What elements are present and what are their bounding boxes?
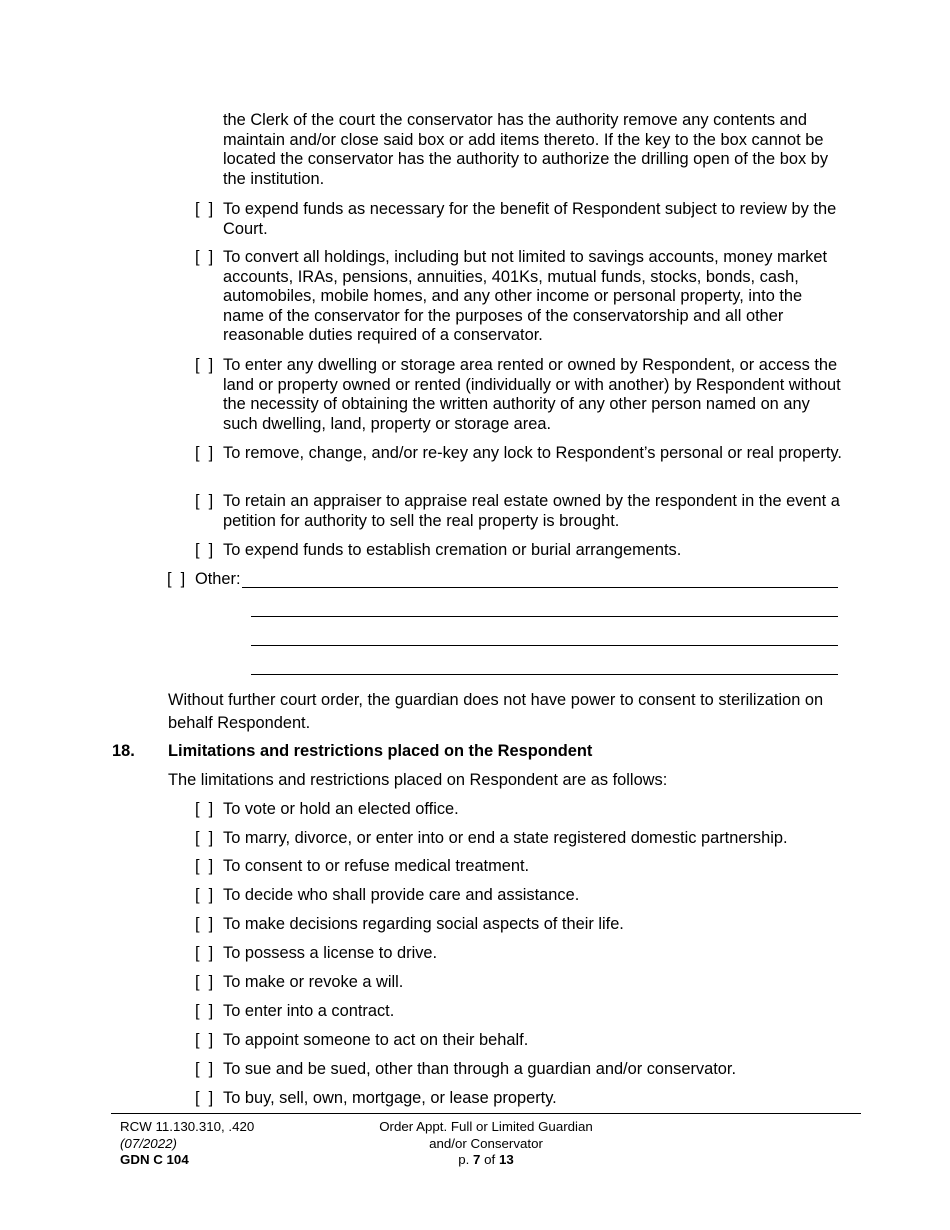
power-item-4: To remove, change, and/or re-key any lock to Respondent’s personal or real property. (223, 444, 842, 462)
footer-date: (07/2022) (120, 1135, 177, 1151)
footer-center (336, 1119, 636, 1169)
limit-item-2: To marry, divorce, or enter into or end a state registered domestic partnership. (223, 829, 788, 847)
limit-item-3: To consent to or refuse medical treatment. (223, 857, 530, 875)
limit-item-8: To enter into a contract. (223, 1002, 395, 1020)
power-item-3: To enter any dwelling or storage area rented or owned by Respondent, or access the land or property owned or rented (individually or with another) by Respondent without the necessity of obtaining the written authority of any other person named on any such dwelling, land, property or storage area. (223, 356, 841, 433)
power-item-1: To expend funds as necessary for the benefit of Respondent subject to review by the Court. (223, 200, 837, 238)
checkbox-power-3[interactable]: [ ] (195, 356, 214, 374)
checkbox-power-4[interactable]: [ ] (195, 444, 214, 462)
checkbox-limit-9[interactable]: [ ] (195, 1031, 214, 1049)
limit-item-6: To possess a license to drive. (223, 944, 438, 962)
checkbox-other[interactable]: [ ] (167, 570, 186, 588)
other-line-3[interactable] (251, 645, 838, 646)
footer-page-prefix: p. (458, 1152, 470, 1167)
footer-form-number: GDN C 104 (120, 1152, 189, 1167)
checkbox-power-2[interactable]: [ ] (195, 248, 214, 266)
section-intro: The limitations and restrictions placed on Respondent are as follows: (168, 771, 668, 789)
checkbox-limit-6[interactable]: [ ] (195, 944, 214, 962)
checkbox-limit-5[interactable]: [ ] (195, 915, 214, 933)
power-item-6: To expend funds to establish cremation or burial arrangements. (223, 541, 682, 559)
limit-item-1: To vote or hold an elected office. (223, 800, 459, 818)
checkbox-power-1[interactable]: [ ] (195, 200, 214, 218)
checkbox-limit-2[interactable]: [ ] (195, 829, 214, 847)
limit-item-4: To decide who shall provide care and assistance. (223, 886, 580, 904)
checkbox-limit-1[interactable]: [ ] (195, 800, 214, 818)
checkbox-limit-8[interactable]: [ ] (195, 1002, 214, 1020)
checkbox-limit-4[interactable]: [ ] (195, 886, 214, 904)
sterilization-note: Without further court order, the guardian does not have power to consent to sterilization on behalf Respondent. (168, 691, 824, 732)
section-number: 18. (112, 742, 135, 760)
checkbox-limit-10[interactable]: [ ] (195, 1060, 214, 1078)
limit-item-11: To buy, sell, own, mortgage, or lease property. (223, 1089, 557, 1107)
other-line-1[interactable] (242, 587, 838, 588)
checkbox-limit-3[interactable]: [ ] (195, 857, 214, 875)
checkbox-power-6[interactable]: [ ] (195, 541, 214, 559)
power-item-2: To convert all holdings, including but not limited to savings accounts, money market accounts, IRAs, pensions, annuities, 401Ks, mutual funds, stocks, bonds, cash, automobiles, mobile homes, and any other income or personal property, into the name of the conservator for the purposes of the conservatorship and all other reasonable duties required of a conservator. (223, 248, 828, 345)
limit-item-7: To make or revoke a will. (223, 973, 404, 991)
footer-page-of: of (484, 1152, 496, 1167)
section-heading: Limitations and restrictions placed on the Respondent (168, 742, 593, 760)
footer-rcw: RCW 11.130.310, .420 (120, 1119, 255, 1134)
checkbox-limit-11[interactable]: [ ] (195, 1089, 214, 1107)
footer-title-line2: and/or Conservator (429, 1135, 543, 1151)
continuation-paragraph: the Clerk of the court the conservator has the authority remove any contents and maintain and/or close said box or add items thereto. If the key to the box cannot be located the conservator has the authority to authorize the drilling open of the box by the institution. (223, 111, 829, 188)
footer-page-number (336, 1152, 636, 1169)
other-line-4[interactable] (251, 674, 838, 675)
limit-item-9: To appoint someone to act on their behalf. (223, 1031, 529, 1049)
footer-page-current: 7 (473, 1152, 481, 1167)
checkbox-power-5[interactable]: [ ] (195, 492, 214, 510)
other-line-2[interactable] (251, 616, 838, 617)
limit-item-10: To sue and be sued, other than through a guardian and/or conservator. (223, 1060, 737, 1078)
footer-rule (111, 1113, 861, 1114)
other-label: Other: (195, 570, 241, 588)
limit-item-5: To make decisions regarding social aspects of their life. (223, 915, 624, 933)
footer-left (120, 1119, 254, 1169)
footer-title-line1: Order Appt. Full or Limited Guardian (379, 1119, 593, 1134)
footer-page-total: 13 (498, 1152, 514, 1167)
power-item-5: To retain an appraiser to appraise real estate owned by the respondent in the event a petition for authority to sell the real property is brought. (223, 492, 840, 530)
checkbox-limit-7[interactable]: [ ] (195, 973, 214, 991)
